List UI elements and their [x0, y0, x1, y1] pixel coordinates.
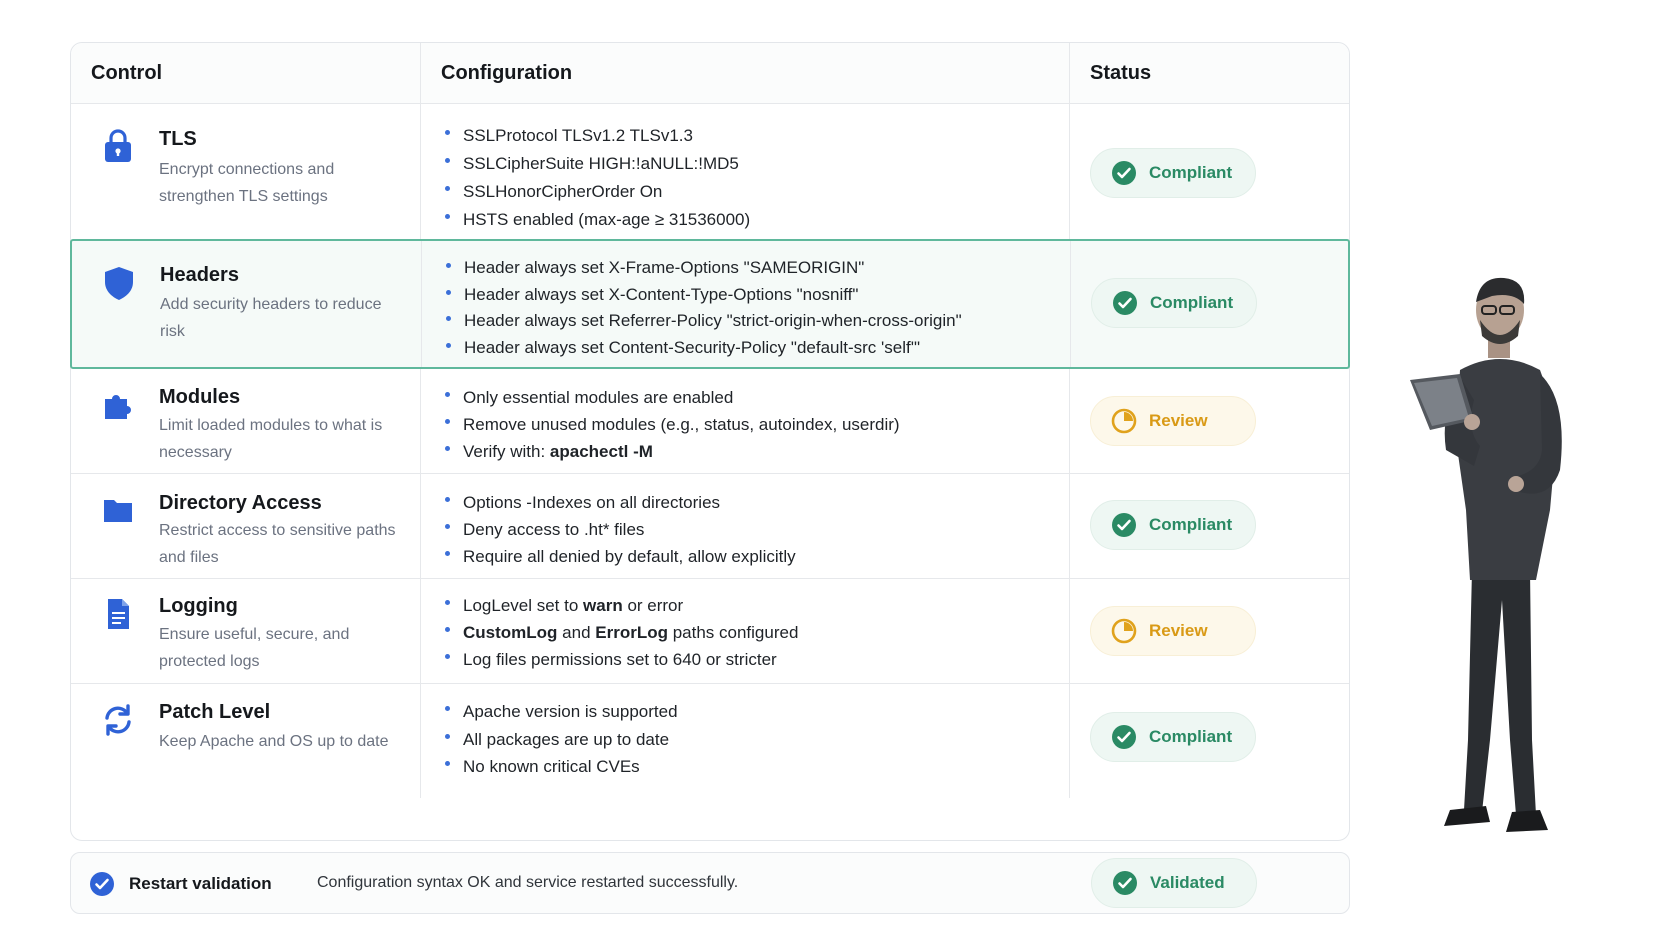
status-badge[interactable]	[1090, 500, 1256, 550]
header-control: Control	[91, 62, 163, 84]
config-item: SSLHonorCipherOrder On	[445, 178, 750, 206]
config-text: paths configured	[667, 623, 799, 642]
config-list	[445, 489, 796, 570]
table-row[interactable]	[71, 579, 1349, 684]
check-circle-icon	[1111, 160, 1137, 186]
table-row[interactable]	[71, 369, 1349, 474]
config-item	[445, 619, 798, 646]
status-label: Review	[1149, 621, 1208, 640]
restart-validation-bar	[70, 852, 1350, 914]
status-badge[interactable]	[1090, 712, 1256, 762]
check-circle-icon	[1111, 512, 1137, 538]
config-item: Apache version is supported	[445, 698, 678, 726]
control-description: Encrypt connections and strengthen TLS settings	[159, 161, 335, 205]
config-item: No known critical CVEs	[445, 753, 678, 781]
control-title: TLS	[159, 128, 197, 150]
config-item: Deny access to .ht* files	[445, 516, 796, 543]
status-label: Compliant	[1149, 515, 1233, 534]
config-text: or error	[622, 596, 684, 615]
control-description: Keep Apache and OS up to date	[159, 733, 389, 750]
validated-label: Validated	[1150, 873, 1225, 892]
refresh-icon	[101, 702, 135, 738]
config-text: and	[557, 623, 596, 642]
control-description: Ensure useful, secure, and protected logs	[159, 626, 350, 670]
check-circle-icon	[1111, 724, 1137, 750]
config-item: Header always set X-Content-Type-Options "nosniff"	[446, 282, 962, 309]
validation-label: Restart validation	[129, 874, 272, 893]
control-title: Patch Level	[159, 701, 271, 723]
config-item: HSTS enabled (max-age ≥ 31536000)	[445, 206, 750, 234]
config-item: All packages are up to date	[445, 726, 678, 754]
status-badge[interactable]	[1090, 148, 1256, 198]
config-keyword: ErrorLog	[595, 623, 668, 642]
config-item: Remove unused modules (e.g., status, autoindex, userdir)	[445, 411, 900, 438]
person-with-tablet-image	[1390, 270, 1610, 850]
security-controls-table	[70, 42, 1350, 841]
config-list	[445, 122, 750, 234]
config-list	[445, 592, 798, 673]
config-item: Options -Indexes on all directories	[445, 489, 796, 516]
check-circle-icon	[89, 871, 115, 897]
status-label: Compliant	[1149, 727, 1233, 746]
control-title: Directory Access	[159, 492, 322, 514]
table-row[interactable]	[71, 684, 1349, 798]
clock-icon	[1111, 618, 1137, 644]
document-icon	[101, 596, 135, 632]
status-badge[interactable]	[1090, 606, 1256, 656]
config-text: LogLevel set to	[463, 596, 584, 615]
control-title: Logging	[159, 595, 238, 617]
config-list	[445, 384, 900, 465]
puzzle-icon	[101, 387, 135, 423]
config-item	[445, 592, 798, 619]
status-label: Compliant	[1150, 293, 1234, 312]
clock-icon	[1111, 408, 1137, 434]
control-description: Add security headers to reduce risk	[160, 296, 382, 340]
status-label: Review	[1149, 411, 1208, 430]
shield-icon	[102, 265, 136, 301]
folder-icon	[101, 492, 135, 528]
header-configuration: Configuration	[441, 62, 573, 84]
config-item: Header always set X-Frame-Options "SAMEORIGIN"	[446, 255, 962, 282]
table-row[interactable]	[71, 104, 1349, 245]
verify-command: apachectl -M	[549, 442, 653, 461]
header-status: Status	[1090, 62, 1152, 84]
config-item: Require all denied by default, allow explicitly	[445, 543, 796, 570]
config-item: Header always set Referrer-Policy "strict-origin-when-cross-origin"	[446, 308, 962, 335]
lock-icon	[101, 128, 135, 164]
config-item: Log files permissions set to 640 or stricter	[445, 646, 798, 673]
config-item	[445, 438, 900, 465]
validation-message: Configuration syntax OK and service restarted successfully.	[317, 874, 739, 891]
table-header	[71, 43, 1349, 104]
verify-prefix: Verify with:	[463, 442, 550, 461]
status-badge[interactable]	[1090, 396, 1256, 446]
config-item: Only essential modules are enabled	[445, 384, 900, 411]
config-keyword: CustomLog	[463, 623, 558, 642]
config-item: Header always set Content-Security-Policy "default-src 'self'"	[446, 335, 962, 362]
status-label: Compliant	[1149, 163, 1233, 182]
config-list	[446, 255, 962, 362]
control-title: Headers	[160, 264, 239, 286]
table-row-selected[interactable]	[70, 239, 1350, 369]
config-list	[445, 698, 678, 781]
control-description: Restrict access to sensitive paths and files	[159, 522, 396, 566]
config-item: SSLCipherSuite HIGH:!aNULL:!MD5	[445, 150, 750, 178]
config-item: SSLProtocol TLSv1.2 TLSv1.3	[445, 122, 750, 150]
config-keyword: warn	[583, 596, 623, 615]
check-circle-icon	[1112, 870, 1138, 896]
status-badge[interactable]	[1091, 278, 1257, 328]
table-row[interactable]	[71, 474, 1349, 579]
validated-badge[interactable]	[1091, 858, 1257, 908]
control-description: Limit loaded modules to what is necessary	[159, 417, 383, 461]
check-circle-icon	[1112, 290, 1138, 316]
control-title: Modules	[159, 386, 241, 408]
